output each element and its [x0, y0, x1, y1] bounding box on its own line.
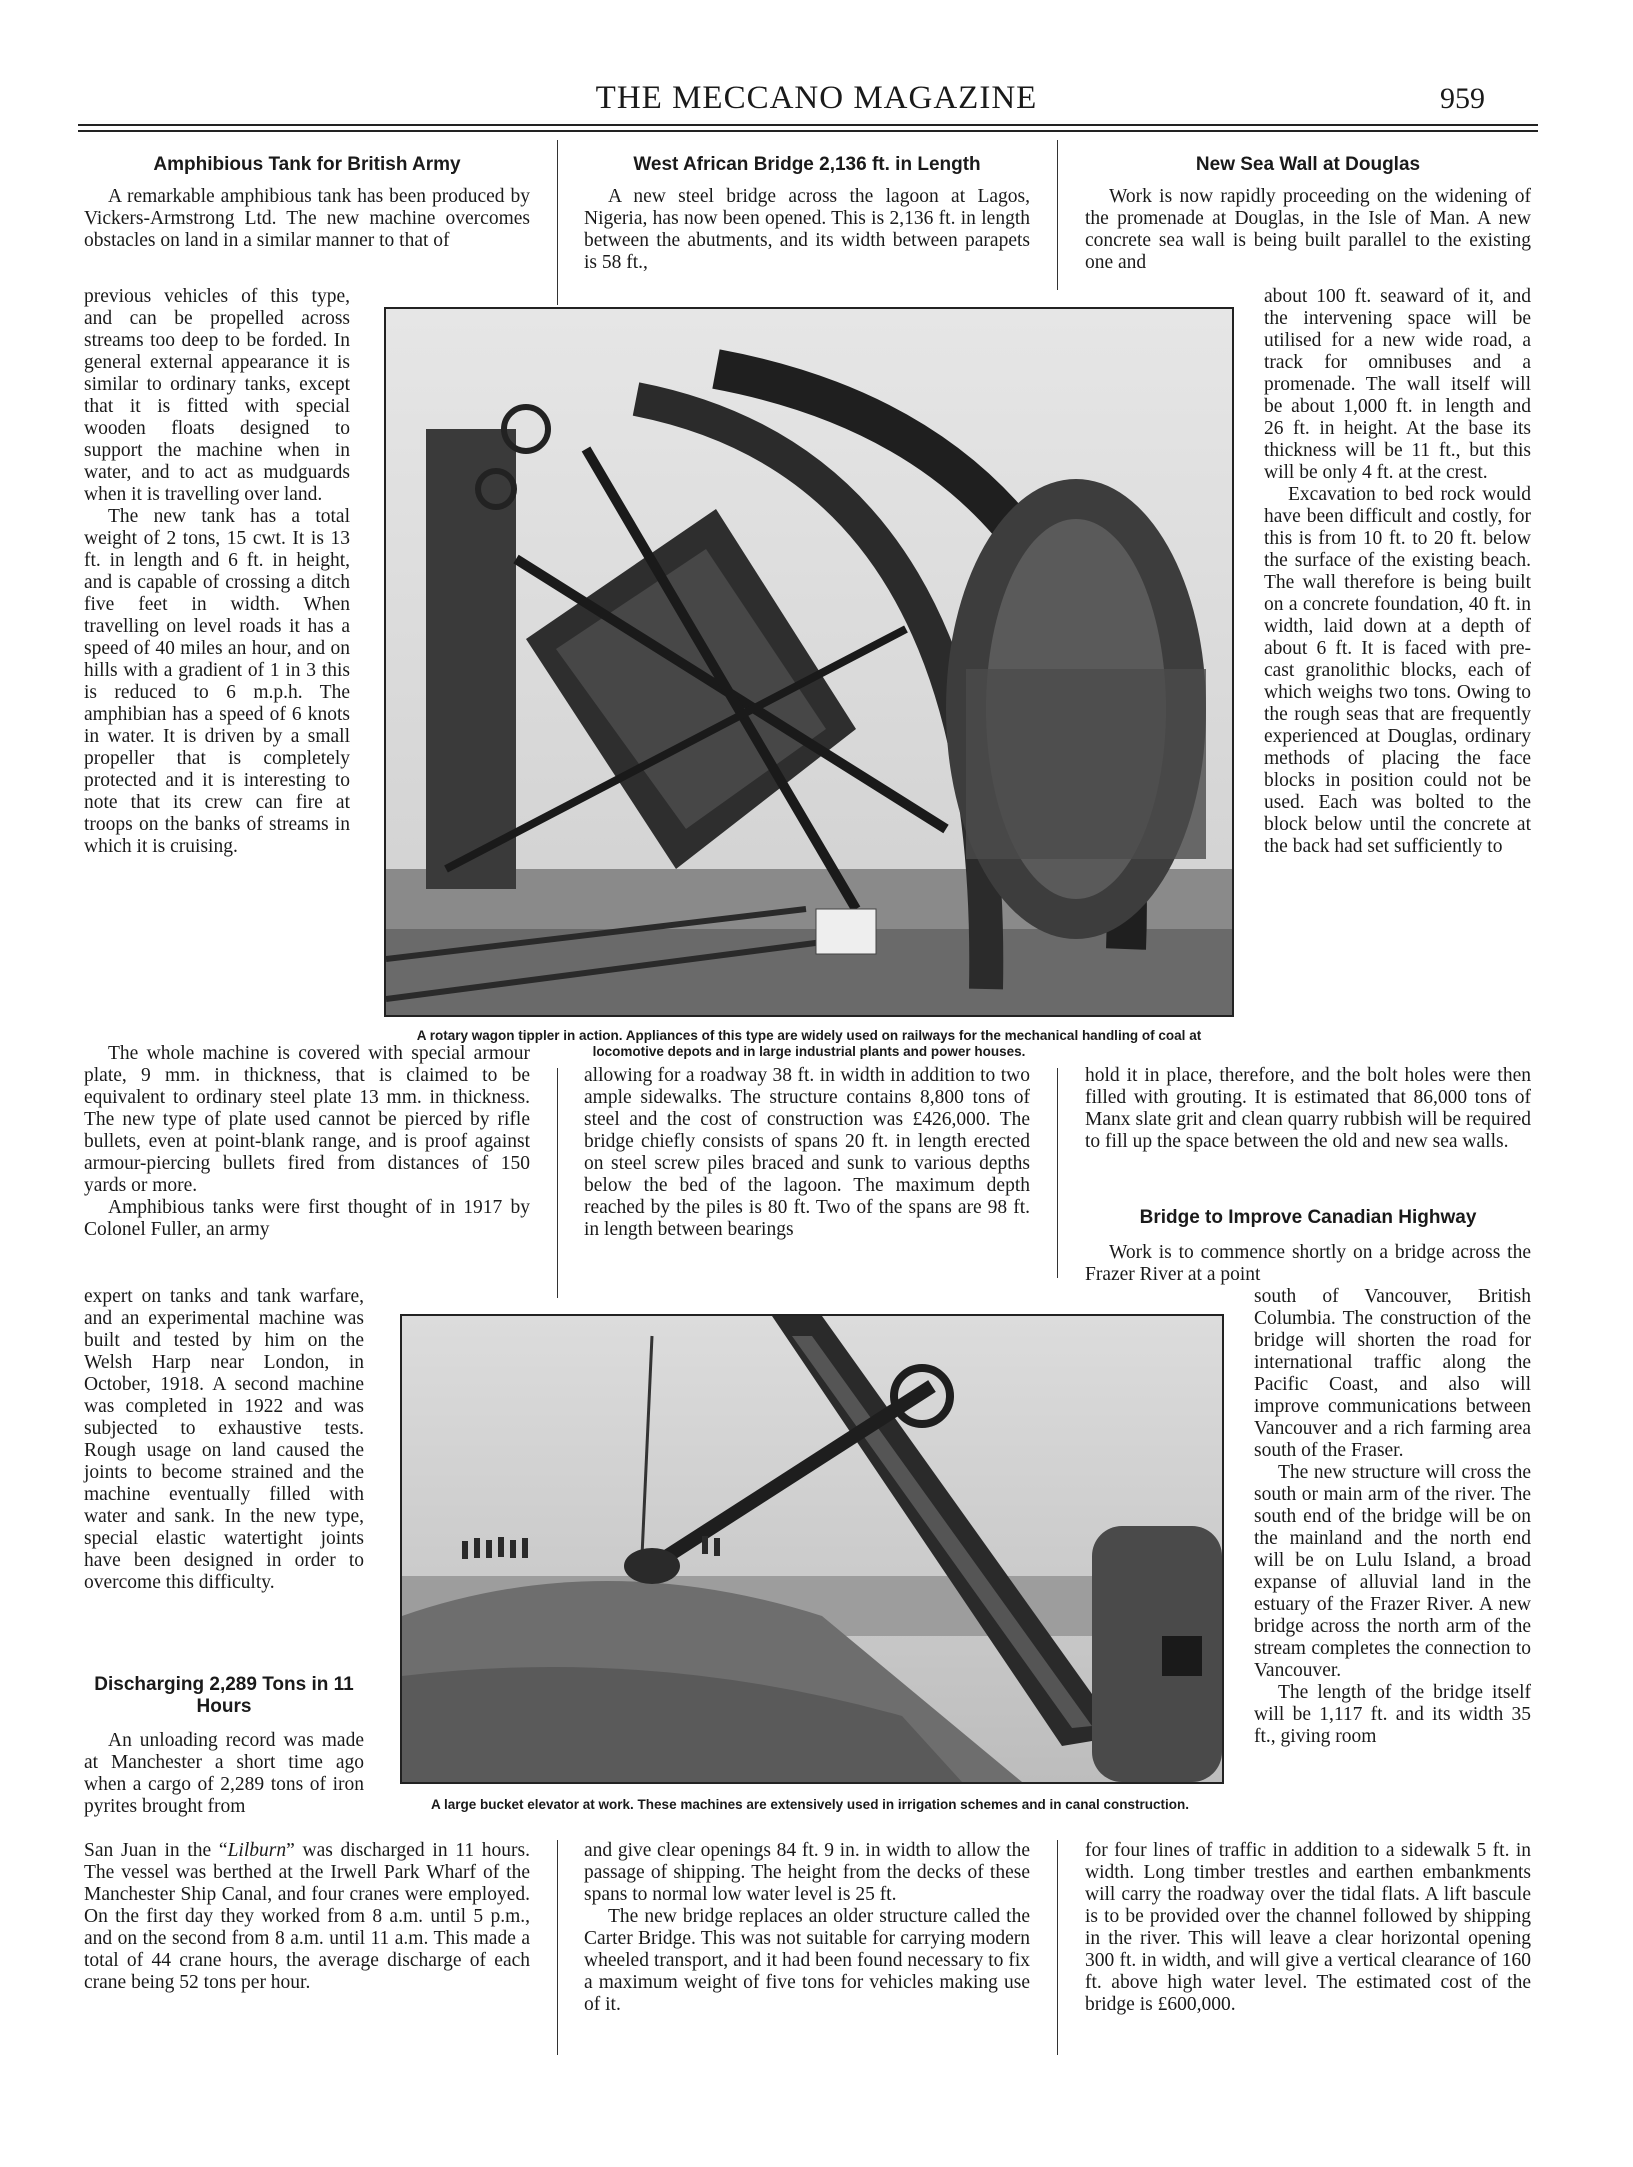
seawall-paragraph: Work is now rapidly proceeding on the widening of the promenade at Douglas, in the Isle of Man. A new concrete sea wall is being built parallel to the existing one and	[1085, 186, 1531, 273]
column-rule	[1057, 1840, 1058, 2055]
page-number: 959	[1440, 82, 1485, 115]
canada-heading: Bridge to Improve Canadian Highway	[1139, 1207, 1477, 1228]
canada-paragraph: for four lines of traffic in addition to a sidewalk 5 ft. in width. Long timber trestles and earthen embankments will carry the roadway over the tidal flats. A lift bascule is to be provided over the channel followed by shipping in the river. This will leave a clear horizontal opening 300 ft. in width, and will give a vertical clearance of 160 ft. above high water level. The estimated cost of the bridge is £600,000.	[1085, 1840, 1531, 2015]
discharge-heading: Discharging 2,289 Tons in 11 Hours	[94, 1674, 354, 1717]
bucket-elevator-photo	[400, 1314, 1224, 1784]
bridge-heading: West African Bridge 2,136 ft. in Length	[633, 154, 981, 175]
bridge-paragraph: and give clear openings 84 ft. 9 in. in width to allow the passage of shipping. The height from the decks of these spans to normal low water level is 25 ft. The new bridge replaces an older structure called the Carter Bridge. This was not suitable for carrying modern wheeled transport, and it had been found necessary to fix a maximum weight of five tons for vehicles making use of it.	[584, 1840, 1030, 2015]
column-rule	[557, 1068, 558, 1298]
seawall-heading: New Sea Wall at Douglas	[1195, 154, 1421, 175]
seawall-paragraph: about 100 ft. seaward of it, and the intervening space will be utilised for a new wide road, a track for omnibuses and a promenade. The wall itself will be about 1,000 ft. in length and 26 ft. in height. At the base its thickness will be 11 ft., but this will be only 4 ft. at the crest. Excavation to bed rock would have been difficult and costly, for this is from 10 ft. to 20 ft. below the surface of the existing beach. The wall therefore is being built on a concrete foundation, 40 ft. in width, laid down at a depth of about 6 ft. It is faced with pre-cast granolithic blocks, each of which weighs two tons. Owing to the rough seas that are frequently experienced at Douglas, ordinary methods of placing the face blocks in position could not be used. Each was bolted to the block below until the concrete at the back had set sufficiently to	[1264, 286, 1531, 857]
column-rule	[1057, 140, 1058, 290]
ship-name: Lilburn	[227, 1840, 287, 1861]
canada-paragraph: south of Vancouver, British Columbia. The construction of the bridge will shorten the road for international traffic along the Pacific Coast, and also will improve communications between Vancouver and a rich farming area south of the Fraser. The new structure will cross the south or main arm of the river. The south end of the bridge will be on the mainland and the north end will be on Lulu Island, a broad expanse of alluvial land in the estuary of the Frazer River. A new bridge across the north arm of the stream completes the connection to Vancouver. The length of the bridge itself will be 1,117 ft. and its width 35 ft., giving room	[1254, 1286, 1531, 1747]
tank-paragraph: expert on tanks and tank warfare, and an experimental machine was built and tested by him on the Welsh Harp near London, in October, 1918. A second machine was completed in 1922 and was subjected to exhaustive tests. Rough usage on land caused the joints to become strained and the machine eventually filled with water and sank. In the new type, special elastic watertight joints have been designed in order to overcome this difficulty.	[84, 1286, 364, 1593]
elevator-illustration	[402, 1316, 1222, 1782]
column-rule	[557, 140, 558, 305]
discharge-paragraph: San Juan in the “Lilburn” was discharged in 11 hours. The vessel was berthed at the Irwell Park Wharf of the Manchester Ship Canal, and four cranes were employed. On the first day they worked from 8 a.m. until 5 p.m., and on the second from 8 a.m. until 11 a.m. This made a total of 44 crane hours, the average discharge of each crane being 52 tons per hour.	[84, 1840, 531, 1993]
tank-paragraph: A remarkable amphibious tank has been produced by Vickers-Armstrong Ltd. The new machine overcomes obstacles on land in a similar manner to that of	[84, 186, 530, 251]
elevator-caption: A large bucket elevator at work. These machines are extensively used in irrigation schemes and in canal construction.	[430, 1797, 1190, 1812]
header-rule-bottom	[78, 130, 1538, 132]
magazine-title: THE MECCANO MAGAZINE	[595, 80, 1038, 116]
tank-paragraph: The whole machine is covered with special armour plate, 9 mm. in thickness, that is claimed to be equivalent to ordinary steel plate 13 mm. in thickness. The new type of plate used cannot be pierced by rifle bullets, even at point-blank range, and is proof against armour-piercing bullets fired from distances of 150 yards or more. Amphibious tanks were first thought of in 1917 by Colonel Fuller, an army	[84, 1043, 530, 1240]
seawall-paragraph: hold it in place, therefore, and the bolt holes were then filled with grouting. It is estimated that 86,000 tons of Manx slate grit and clean quarry rubbish will be required to fill up the space between the old and new sea walls.	[1085, 1065, 1531, 1152]
header-rule-top	[78, 124, 1538, 126]
canada-paragraph: Work is to commence shortly on a bridge across the Frazer River at a point	[1085, 1242, 1531, 1285]
column-rule	[1057, 1068, 1058, 1278]
tank-heading: Amphibious Tank for British Army	[153, 154, 461, 175]
bridge-paragraph: allowing for a roadway 38 ft. in width in addition to two ample sidewalks. The structure contains 8,800 tons of steel and the cost of construction was £426,000. The bridge chiefly consists of spans 20 ft. in length erected on steel screw piles braced and sunk to various depths below the bed of the lagoon. The maximum depth reached by the piles is 80 ft. Two of the spans are 98 ft. in length between bearings	[584, 1065, 1030, 1240]
tank-paragraph: previous vehicles of this type, and can be propelled across streams too deep to be forded. In general external appearance it is similar to ordinary tanks, except that it is fitted with special wooden floats designed to support the machine when in water, and to act as mudguards when it is travelling over land. The new tank has a total weight of 2 tons, 15 cwt. It is 13 ft. in length and 6 ft. in height, and is capable of crossing a ditch five feet in width. When travelling on level roads it has a speed of 40 miles an hour, and on hills with a gradient of 1 in 3 this is reduced to 6 m.p.h. The amphibian has a speed of 6 knots in water. It is driven by a small propeller that is completely protected and it is interesting to note that its crew can fire at troops on the banks of streams in which it is cruising.	[84, 286, 350, 857]
column-rule	[557, 1840, 558, 2055]
wagon-tippler-photo	[384, 307, 1234, 1017]
bridge-paragraph: A new steel bridge across the lagoon at Lagos, Nigeria, has now been opened. This is 2,136 ft. in length between the abutments, and its width between parapets is 58 ft.,	[584, 186, 1030, 273]
tippler-caption: A rotary wagon tippler in action. Appliances of this type are widely used on railways for the mechanical handling of coal at locomotive depots and in large industrial plants and power houses.	[416, 1028, 1202, 1059]
tippler-illustration	[386, 309, 1232, 1015]
discharge-paragraph: An unloading record was made at Manchester a short time ago when a cargo of 2,289 tons of iron pyrites brought from	[84, 1730, 364, 1817]
